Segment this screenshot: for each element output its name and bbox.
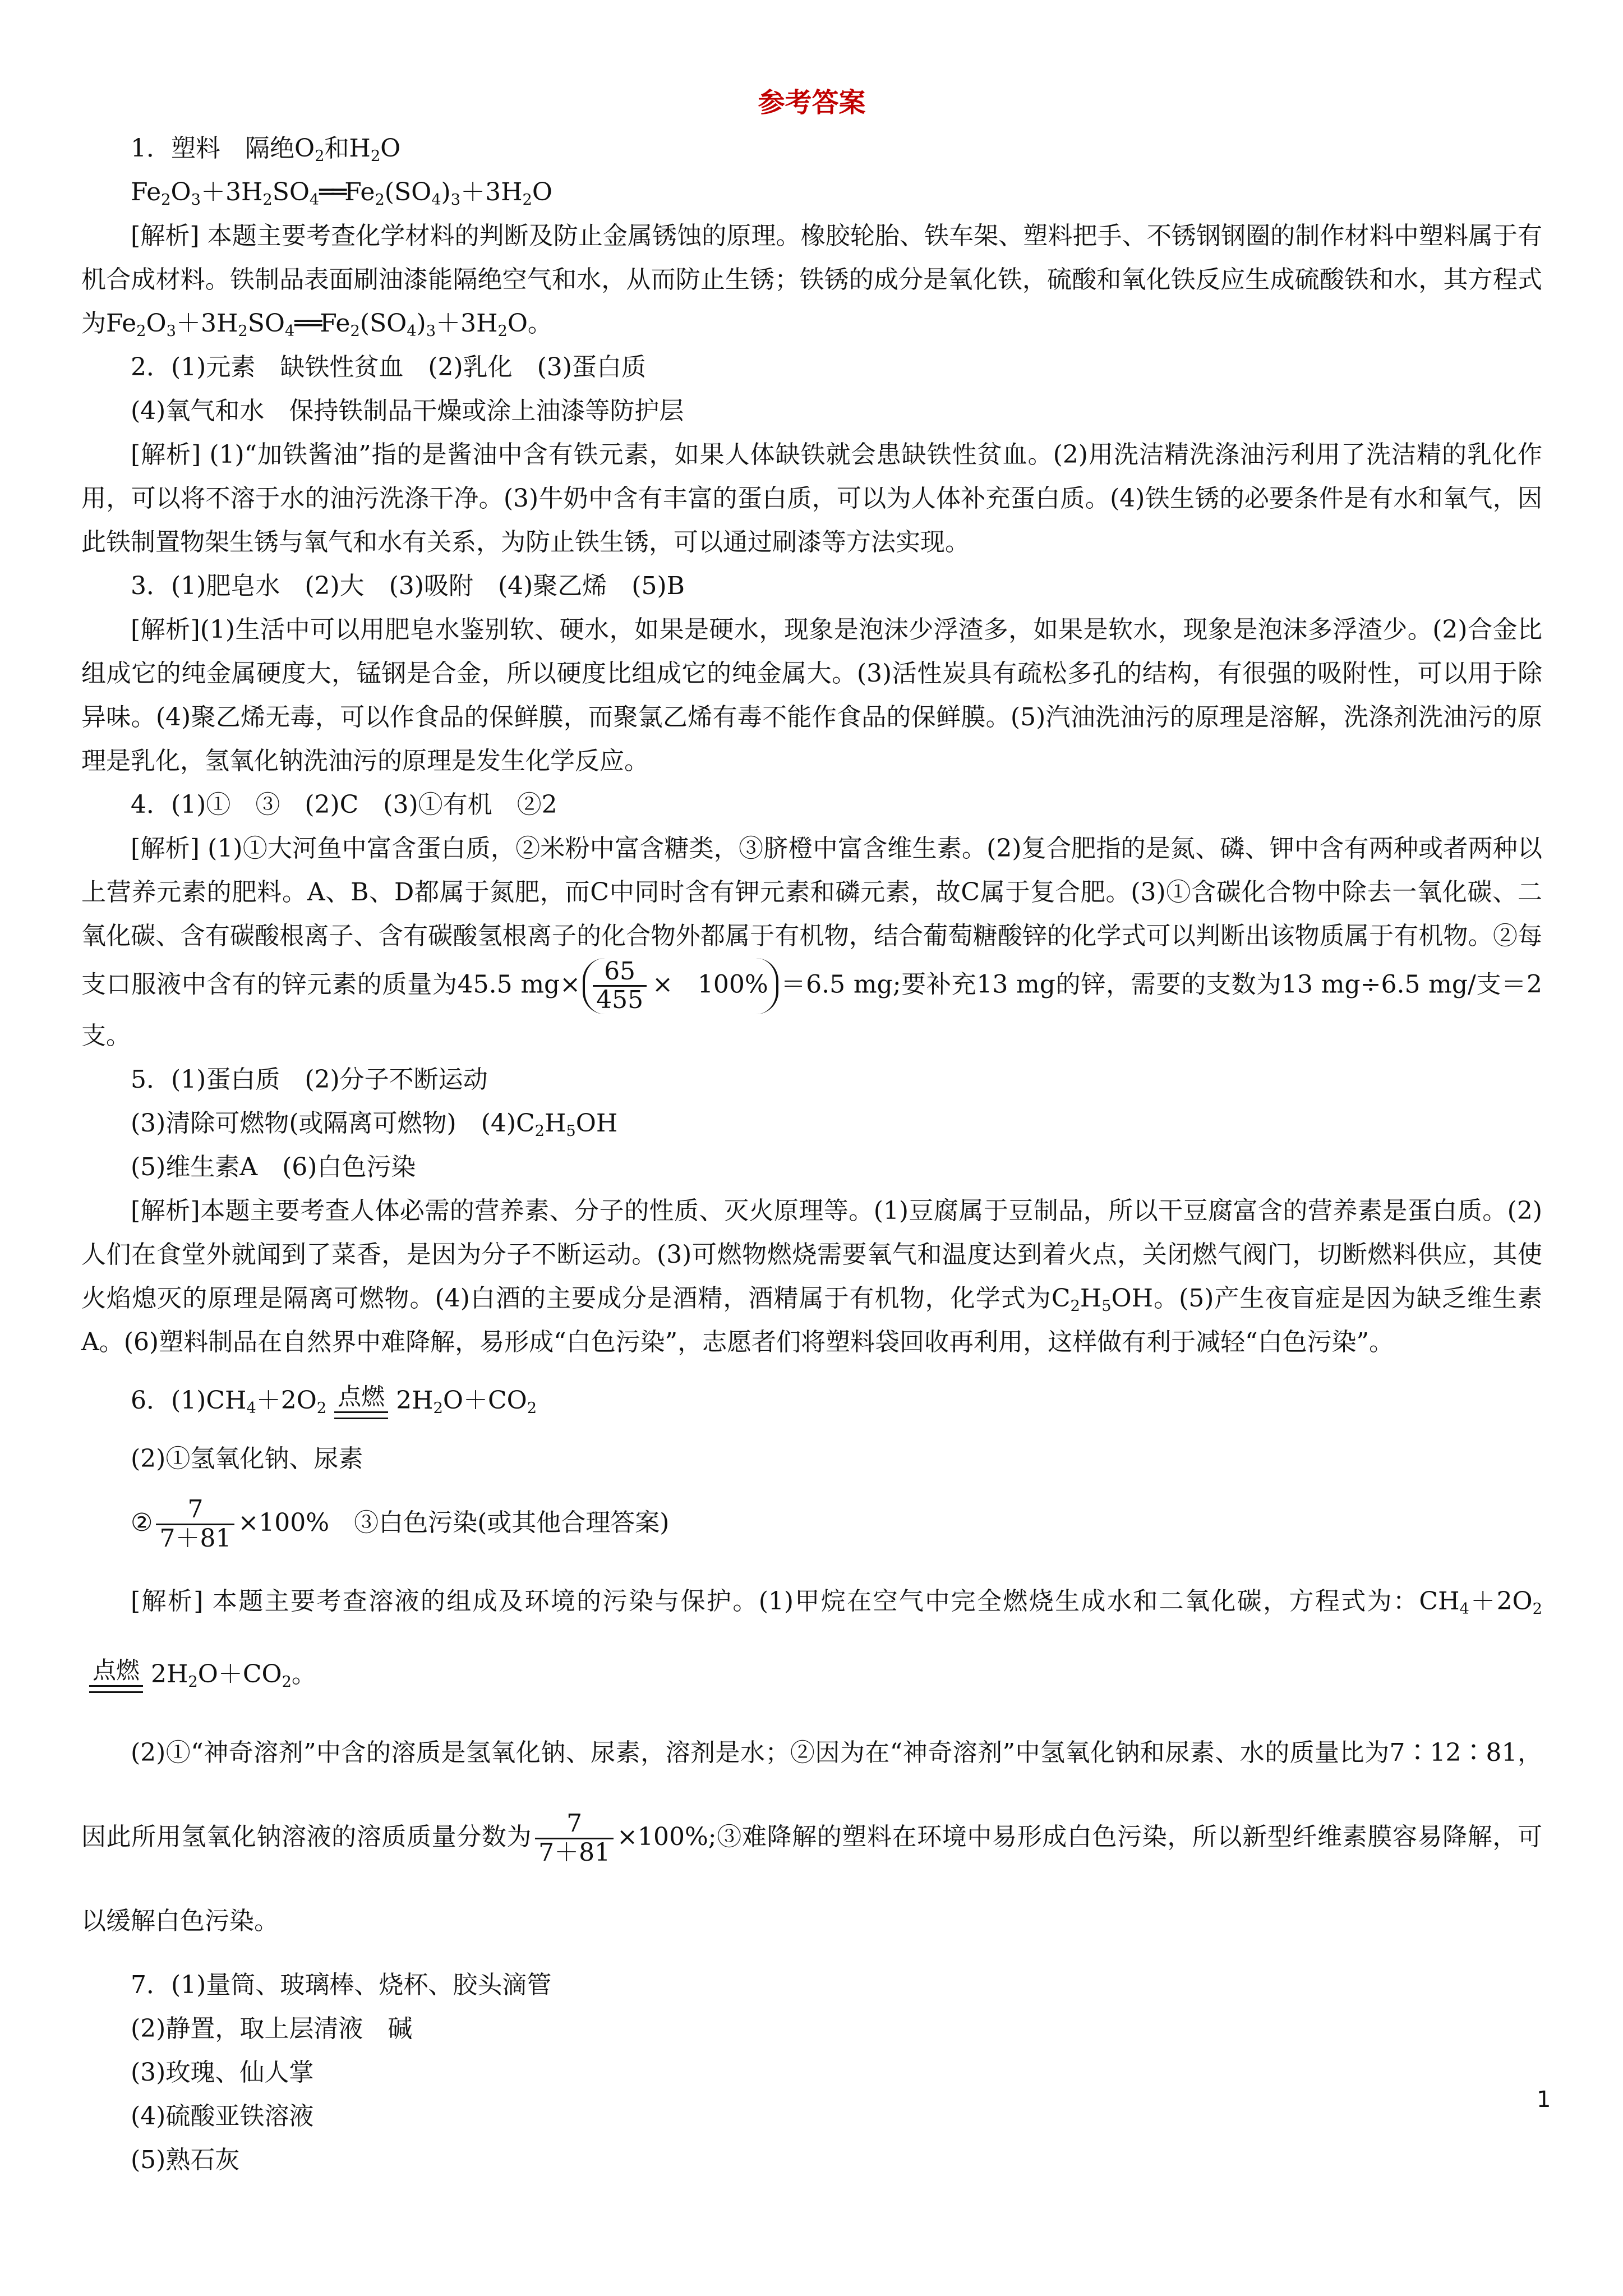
page-title: 参考答案 <box>758 87 866 118</box>
q2-answer-line2: (4)氧气和水 保持铁制品干燥或涂上油漆等防护层 <box>131 397 684 425</box>
q4-analysis: [解析] (1)①大河鱼中富含蛋白质，②米粉中富含糖类，③脐橙中富含维生素。(2)复合肥指的是氮、磷、钾中含有两种或者两种以上营养元素的肥料。A、B、D都属于氮肥，而C中同时含有钾元素和磷元素，故C属于复合肥。(3)①含碳化合物中除去一氧化碳、二氧化碳、含有碳酸根离子、含有碳酸氢根离子的化合物外都属于有机物，结合葡萄糖酸锌的化学式可以判断出该物质属于有机物。②每支口服液中含有的锌元素的质量为45.5 mg× $\frac{65}{455}$ × 100% ＝6.5 mg;要补充13 mg的锌，需要的支数为13 mg÷6.5 mg/支＝2支。 <box>81 834 1542 1050</box>
q1-analysis: [解析] 本题主要考查化学材料的判断及防止金属锈蚀的原理。橡胶轮胎、铁车架、塑料把手、不锈钢钢圈的制作材料中塑料属于有机合成材料。铁制品表面刷油漆能隔绝空气和水，从而防止生锈；铁锈的成分是氧化铁，硫酸和氧化铁反应生成硫酸铁和水，其方程式为$Fe_2O_3+3H_2SO_4══Fe_2(SO_4)_3+3H_2O$。 <box>81 222 1542 341</box>
q6-answer-line2: (2)①氢氧化钠、尿素 <box>131 1444 363 1473</box>
q3-analysis: [解析](1)生活中可以用肥皂水鉴别软、硬水，如果是硬水，现象是泡沫少浮渣多，如果是软水，现象是泡沫多浮渣少。(2)合金比组成它的纯金属硬度大，锰钢是合金，所以硬度比组成它的纯金属大。(3)活性炭具有疏松多孔的结构，有很强的吸附性，可以用于除异味。(4)聚乙烯无毒，可以作食品的保鲜膜，而聚氯乙烯有毒不能作食品的保鲜膜。(5)汽油洗油污的原理是溶解，洗涤剂洗油污的原理是乳化，氢氧化钠洗油污的原理是发生化学反应。 <box>81 615 1542 775</box>
q3-answer: 3．(1)肥皂水 (2)大 (3)吸附 (4)聚乙烯 (5)B <box>131 572 685 600</box>
q1-equation: $Fe_2O_3+3H_2SO_4══Fe_2(SO_4)_3+3H_2O$ <box>131 178 552 209</box>
q6-analysis-part1: [解析] 本题主要考查溶液的组成及环境的污染与保护。(1)甲烷在空气中完全燃烧生成水和二氧化碳，方程式为：$CH_4+2O_2$ 点燃 $2H_2O+CO_2$。 <box>81 1565 1542 1711</box>
q7-answer-line5: (5)熟石灰 <box>131 2145 240 2174</box>
q4-fraction-paren: $\frac{65}{455}$ × 100% <box>583 958 778 1014</box>
q6-analysis-part2: (2)①“神奇溶剂”中含的溶质是氢氧化钠、尿素，溶剂是水；②因为在“神奇溶剂”中氢氧化钠和尿素、水的质量比为7∶12∶81，因此所用氢氧化钠溶液的溶质质量分数为 $\frac{7}{7+81}$ ×100%;③难降解的塑料在环境中易形成白色污染，所以新型纤维素膜容易降解，可以缓解白色污染。 <box>81 1738 1543 1935</box>
q6-answer-equation: 6．$(1)CH_4+2O_2$ 点燃 $2H_2O+CO_2$ <box>81 1364 1542 1437</box>
q6-analysis-fraction: $\frac{7}{7+81}$ <box>535 1810 614 1866</box>
q6-analysis-reaction-condition: 点燃 <box>89 1658 143 1693</box>
q5-analysis: [解析]本题主要考查人体必需的营养素、分子的性质、灭火原理等。(1)豆腐属于豆制品，所以干豆腐富含的营养素是蛋白质。(2)人们在食堂外就闻到了菜香，是因为分子不断运动。(3)可燃物燃烧需要氧气和温度达到着火点，关闭燃气阀门，切断燃料供应，其使火焰熄灭的原理是隔离可燃物。(4)白酒的主要成分是酒精，酒精属于有机物，化学式为$C_2H_5OH$。(5)产生夜盲症是因为缺乏维生素A。(6)塑料制品在自然界中难降解，易形成“白色污染”，志愿者们将塑料袋回收再利用，这样做有利于减轻“白色污染”。 <box>81 1196 1542 1356</box>
q6-answer-line3: ② $\frac{7}{7+81}$ ×100% ③白色污染(或其他合理答案) <box>131 1495 670 1553</box>
q5-answer-line2: (3)清除可燃物(或隔离可燃物) $(4)C_2H_5OH$ <box>131 1108 618 1140</box>
q1-answer: 1．塑料 隔绝$O_2$和$H_2O$ <box>131 134 401 165</box>
q7-answer-line1: 7．(1)量筒、玻璃棒、烧杯、胶头滴管 <box>131 1970 552 1999</box>
q7-answer-line3: (3)玫瑰、仙人掌 <box>131 2058 314 2087</box>
q4-answer: 4．(1)① ③ (2)C (3)①有机 ②2 <box>131 790 557 819</box>
q5-answer-line1: 5．(1)蛋白质 (2)分子不断运动 <box>131 1065 488 1094</box>
q4-fraction: $\frac{65}{455}$ <box>593 958 647 1014</box>
page-number: 1 <box>1537 2087 1551 2113</box>
q2-analysis: [解析] (1)“加铁酱油”指的是酱油中含有铁元素，如果人体缺铁就会患缺铁性贫血。(2)用洗洁精洗涤油污利用了洗洁精的乳化作用，可以将不溶于水的油污洗涤干净。(3)牛奶中含有丰富的蛋白质，可以为人体补充蛋白质。(4)铁生锈的必要条件是有水和氧气，因此铁制置物架生锈与氧气和水有关系，为防止铁生锈，可以通过刷漆等方法实现。 <box>81 440 1542 556</box>
q2-answer-line1: 2．(1)元素 缺铁性贫血 (2)乳化 (3)蛋白质 <box>131 353 646 381</box>
q7-answer-line2: (2)静置，取上层清液 碱 <box>131 2014 413 2043</box>
q7-answer-line4: (4)硫酸亚铁溶液 <box>131 2101 314 2131</box>
answer-document <box>81 79 1542 2182</box>
q6-reaction-condition: 点燃 <box>334 1384 388 1419</box>
q6-fraction: $\frac{7}{7+81}$ <box>156 1496 234 1552</box>
q5-answer-line3: (5)维生素A (6)白色污染 <box>131 1152 416 1181</box>
